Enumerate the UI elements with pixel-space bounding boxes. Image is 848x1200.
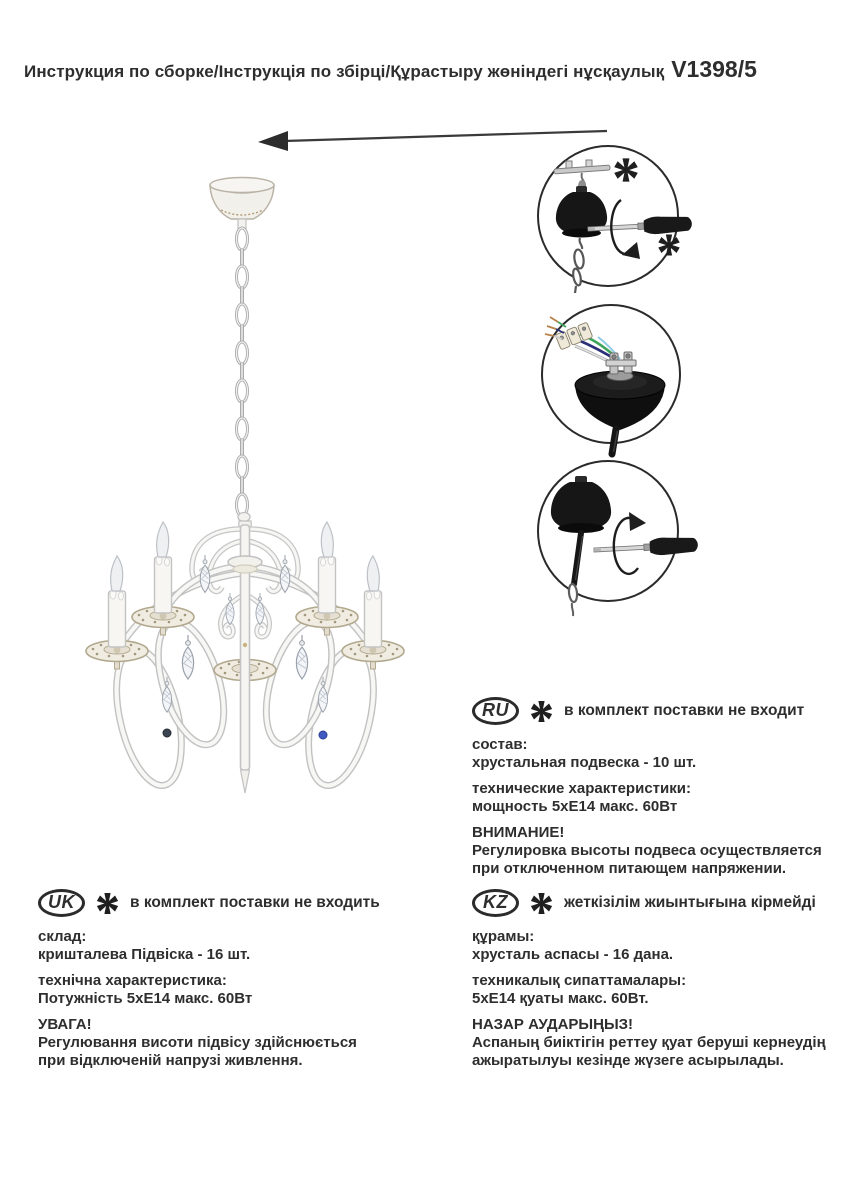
kz-composition xyxy=(472,928,848,963)
ru-line: состав: xyxy=(472,736,528,753)
kz-line: ажыратылуы кезінде жүзеге асырылады. xyxy=(472,1051,784,1069)
uk-composition xyxy=(38,928,468,963)
uk-line: технічна характеристика: xyxy=(38,972,227,990)
uk-note: в комплект поставки не входить xyxy=(130,894,380,911)
kz-note: жеткізілім жиынтығына кірмейді xyxy=(564,894,816,911)
title-text: Инструкция по сборке/Інструкція по збірці/Құрастыру жөніндегі нұсқаулық xyxy=(24,62,665,81)
blue-crystal-bead xyxy=(319,731,327,739)
kz-line: құрамы: xyxy=(472,928,535,945)
uk-line: УВАГА! xyxy=(38,1016,92,1034)
title-model-number: V1398/5 xyxy=(671,56,757,82)
section-kz xyxy=(472,889,848,1078)
uk-line: Регулювання висоти підвісу здійснюється xyxy=(38,1033,357,1051)
ru-composition xyxy=(472,736,844,771)
ru-line: ВНИМАНИЕ! xyxy=(472,824,565,842)
asterisk-icon xyxy=(96,892,119,915)
ru-badge: RU xyxy=(472,697,519,725)
uk-specs xyxy=(38,972,468,1007)
kz-line: Аспаның биіктігін реттеу қуат беруші кернеудің xyxy=(472,1033,826,1051)
uk-line: при відключеній напрузі живлення. xyxy=(38,1051,303,1069)
kz-line: НАЗАР АУДАРЫҢЫЗ! xyxy=(472,1016,634,1034)
ru-line: Регулировка высоты подвеса осуществляется xyxy=(472,841,822,859)
kz-specs xyxy=(472,972,848,1007)
down-rod-icon xyxy=(612,429,618,454)
kz-line: хрусталь аспасы - 16 дана. xyxy=(472,945,674,963)
chandelier-canopy xyxy=(210,178,274,232)
step1-diagram xyxy=(528,142,706,308)
chandelier-column xyxy=(228,525,262,793)
chandelier-chain xyxy=(237,228,248,516)
uk-badge: UK xyxy=(38,889,85,917)
section-uk xyxy=(38,889,468,1078)
uk-line: склад: xyxy=(38,928,87,945)
step2-diagram xyxy=(532,303,702,461)
section-ru xyxy=(472,697,844,886)
kz-line: техникалық сипаттамалары: xyxy=(472,972,687,990)
ru-header xyxy=(472,697,844,725)
candle-sleeve xyxy=(109,556,126,647)
kz-warning xyxy=(472,1016,848,1069)
kz-header xyxy=(472,889,848,917)
uk-header xyxy=(38,889,468,917)
asterisk-icon xyxy=(530,700,553,723)
dark-crystal-bead xyxy=(163,729,171,737)
asterisk-icon xyxy=(530,892,553,915)
ru-specs xyxy=(472,780,844,815)
page-title xyxy=(24,56,840,83)
uk-line: Потужність 5хЕ14 макс. 60Вт xyxy=(38,989,253,1007)
ru-line: хрустальная подвеска - 10 шт. xyxy=(472,753,697,771)
ru-line: при отключенном питающем напряжении. xyxy=(472,859,787,877)
uk-warning xyxy=(38,1016,468,1069)
ru-warning xyxy=(472,824,844,877)
step3-diagram xyxy=(528,456,706,626)
ru-line: технические характеристики: xyxy=(472,780,691,798)
chandelier-illustration xyxy=(55,125,475,805)
ru-note: в комплект поставки не входит xyxy=(564,702,805,719)
uk-line: кришталева Підвіска - 16 шт. xyxy=(38,945,251,963)
ru-line: мощность 5хЕ14 макс. 60Вт xyxy=(472,797,678,815)
kz-line: 5хЕ14 қуаты макс. 60Вт. xyxy=(472,989,649,1007)
kz-badge: KZ xyxy=(472,889,519,917)
candle-sleeve xyxy=(155,522,172,613)
